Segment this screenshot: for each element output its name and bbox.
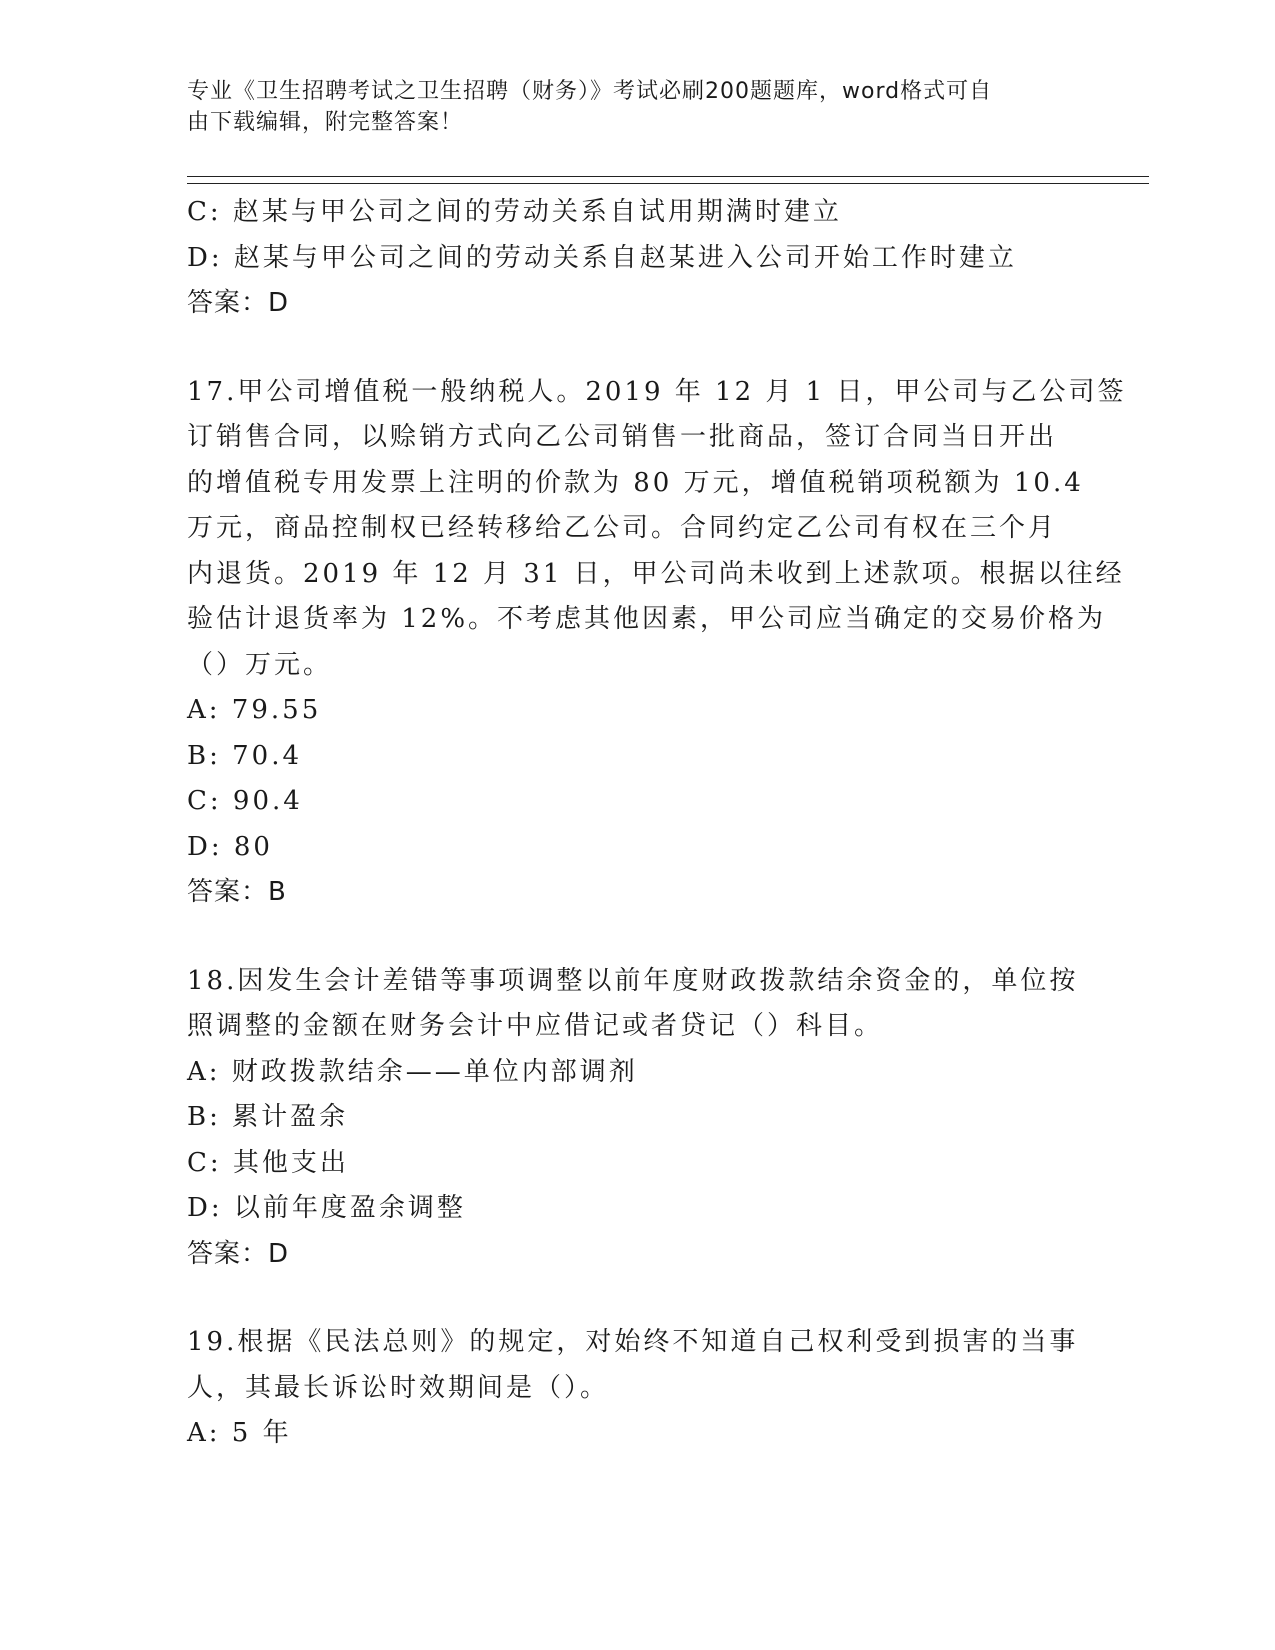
option-d: D: 80	[187, 831, 273, 862]
question-stem-line: 人，其最长诉讼时效期间是（）。	[187, 1372, 610, 1403]
question-17	[187, 370, 1127, 916]
header-line-1: 专业《卫生招聘考试之卫生招聘（财务）》考试必刷200题题库，word格式可自	[187, 79, 993, 104]
question-stem-line: 验估计退货率为 12%。不考虑其他因素，甲公司应当确定的交易价格为	[187, 604, 1107, 634]
question-19	[187, 1320, 1087, 1457]
question-stem-line: 的增值税专用发票上注明的价款为 80 万元，增值税销项税额为 10.4	[187, 467, 1084, 498]
question-stem-line: 19.根据《民法总则》的规定，对始终不知道自己权利受到损害的当事	[187, 1327, 1079, 1357]
question-stem-line: 18.因发生会计差错等事项调整以前年度财政拨款结余资金的，单位按	[187, 965, 1079, 996]
header-line-2: 由下载编辑，附完整答案！	[187, 110, 464, 135]
question-stem-line: 照调整的金额在财务会计中应借记或者贷记（）科目。	[187, 1011, 884, 1041]
question-16	[187, 190, 1087, 327]
option-b: B: 70.4	[187, 740, 303, 771]
question-stem-line: 内退货。2019 年 12 月 31 日，甲公司尚未收到上述款项。根据以往经	[187, 558, 1125, 589]
option-c: C: 其他支出	[187, 1147, 349, 1178]
question-content	[187, 190, 1127, 1457]
question-18	[187, 959, 1087, 1278]
answer-label: 答案：D	[187, 288, 290, 318]
question-stem-line: 订销售合同，以赊销方式向乙公司销售一批商品，签订合同当日开出	[187, 422, 1058, 452]
option-b: B: 累计盈余	[187, 1102, 349, 1132]
option-c: C: 90.4	[187, 786, 303, 816]
answer-label: 答案：D	[187, 1238, 290, 1269]
option-a: A: 5 年	[187, 1418, 292, 1448]
header-divider-top	[187, 176, 1149, 177]
option-d: D: 赵某与甲公司之间的劳动关系自赵某进入公司开始工作时建立	[187, 242, 1017, 273]
header-divider-bottom	[187, 183, 1149, 184]
option-d: D: 以前年度盈余调整	[187, 1193, 466, 1223]
question-stem-line: 万元，商品控制权已经转移给乙公司。合同约定乙公司有权在三个月	[187, 513, 1058, 543]
option-a: A: 财政拨款结余——单位内部调剂	[187, 1056, 638, 1087]
document-header	[187, 76, 1067, 138]
question-stem-line: （）万元。	[187, 649, 333, 680]
option-c: C: 赵某与甲公司之间的劳动关系自试用期满时建立	[187, 197, 842, 227]
question-stem-line: 17.甲公司增值税一般纳税人。2019 年 12 月 1 日，甲公司与乙公司签	[187, 376, 1127, 407]
option-a: A: 79.55	[187, 695, 322, 725]
answer-label: 答案：B	[187, 877, 287, 907]
